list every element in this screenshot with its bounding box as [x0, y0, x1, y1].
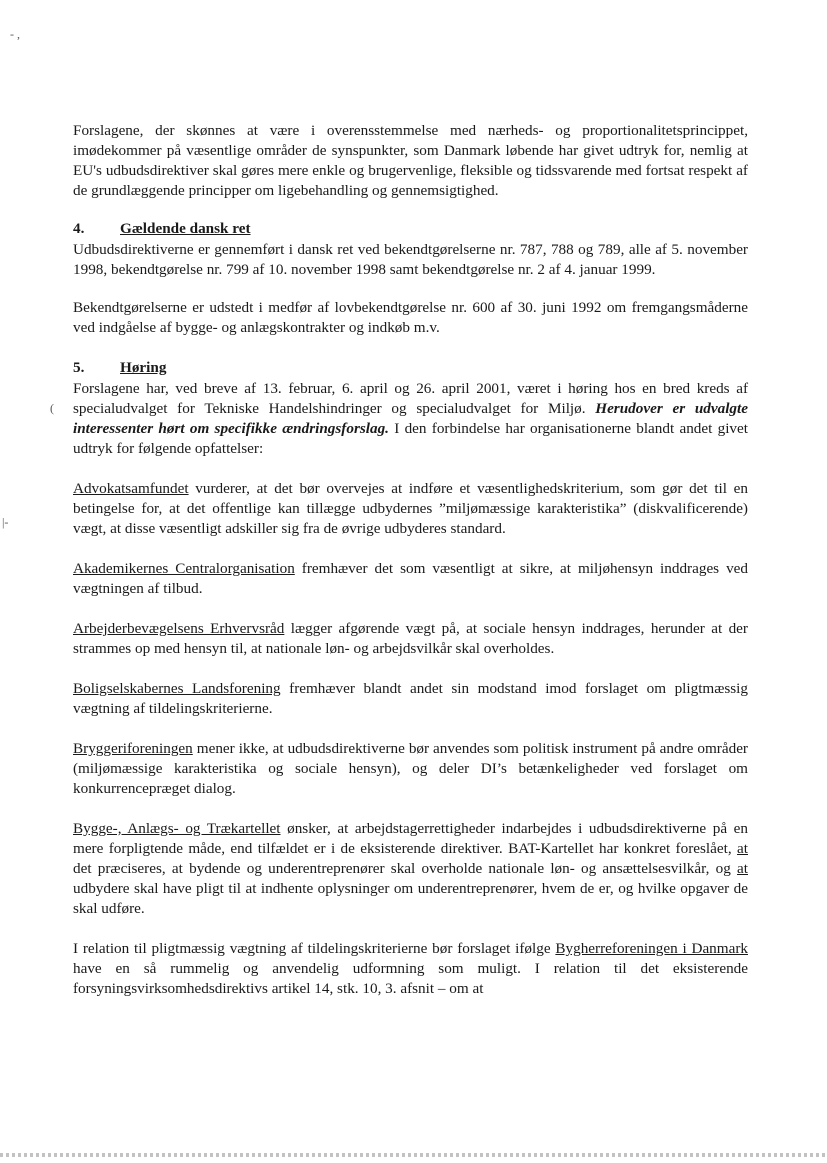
- entry-text: fremhæver det som væsentligt at sikre, at miljøhensyn inddrages ved vægtningen af tilbud.: [73, 560, 749, 597]
- scan-bottom-edge: [0, 1153, 827, 1157]
- entry-text: ønsker, at arbejdstagerrettigheder indarbejdes i udbudsdirektiverne på en mere forpligtende måde, end tilfældet er i de eksisterende direktiver. BAT-Kartellet har konkret foreslået,: [73, 820, 748, 857]
- intro-paragraph: Forslagene, der skønnes at være i overensstemmelse med nærheds- og proportionalitetsprincippet, imødekommer på væsentlige områder de synspunkter, som Danmark løbende har givet udtryk for, nemlig at EU's udbudsdirektiver skal gøres mere enkle og brugervenlige, fleksible og tidssvarende med fortsat respekt af de grundlæggende principper om ligebehandling og gennemsigtighed.: [73, 122, 748, 199]
- hearing-entry: [73, 559, 748, 599]
- scan-mark: |-: [2, 515, 9, 529]
- entry-text: udbydere skal have pligt til at indhente oplysninger om underentreprenører, hvem de er, og hvilke opgaver de skal udføre.: [73, 880, 748, 917]
- hearing-entry-bat: [73, 819, 748, 919]
- organisation-name: Boligselskabernes Landsforening: [73, 680, 281, 697]
- organisation-name: Bryggeriforeningen: [73, 740, 193, 757]
- section-number: 4.: [73, 220, 85, 237]
- entry-text: have en så rummelig og anvendelig udformning som muligt. I relation til det eksisterende forsyningsvirksomhedsdirektivs artikel 14, stk. 10, 3. afsnit – om at: [73, 960, 748, 997]
- section-number: 5.: [73, 359, 85, 376]
- paragraph-text: Forslagene har, ved breve af 13. februar, 6. april og 26. april 2001, været i høring hos en bred kreds af specialudvalget for Tekniske Handelshindringer og specialudvalget for Miljø.: [73, 380, 748, 417]
- section-title: Høring: [120, 359, 167, 376]
- entry-text: lægger afgørende vægt på, at sociale hensyn inddrages, herunder at der strammes op med hensyn til, at nationale løn- og arbejdsvilkår skal overholdes.: [73, 620, 748, 657]
- hearing-entry-last: [73, 939, 748, 999]
- organisation-name: Advokatsamfundet: [73, 480, 189, 497]
- section-5-paragraph-1: [73, 379, 748, 459]
- entry-text: mener ikke, at udbudsdirektiverne bør anvendes som politisk instrument på andre områder (miljømæssige karakteristika og sociale hensyn), og deler DI’s betænkeligheder ved forslaget om konkurrencepræget dialog.: [73, 740, 748, 797]
- section-title: Gældende dansk ret: [120, 220, 251, 237]
- organisation-name: Akademikernes Centralorganisation: [73, 560, 295, 577]
- organisation-name: Bygge-, Anlægs- og Trækartellet: [73, 820, 281, 837]
- organisation-name: Bygherreforeningen i Danmark: [555, 940, 748, 957]
- underlined-word: at: [737, 840, 748, 857]
- entry-text: I relation til pligtmæssig vægtning af tildelingskriterierne bør forslaget ifølge: [73, 940, 556, 957]
- hearing-entry: [73, 739, 748, 799]
- scan-mark: - ,: [10, 27, 20, 41]
- section-4-paragraph-1: Udbudsdirektiverne er gennemført i dansk ret ved bekendtgørelserne nr. 787, 788 og 789, alle af 5. november 1998, bekendtgørelse nr. 799 af 10. november 1998 samt bekendtgørelse nr. 2 af 4. januar 1999.: [73, 241, 748, 278]
- entry-text: det præciseres, at bydende og underentreprenører skal overholde nationale løn- og ansættelsesvilkår, og: [73, 860, 738, 877]
- hearing-entry: [73, 679, 748, 719]
- hearing-entry: [73, 619, 748, 659]
- section-5-heading: [73, 358, 748, 378]
- underlined-word: at: [737, 860, 748, 877]
- paragraph-text: I den forbindelse har organisationerne blandt andet givet udtryk for følgende opfattelser:: [73, 420, 748, 457]
- entry-text: fremhæver blandt andet sin modstand imod forslaget om pligtmæssig vægtning af tildelingskriterierne.: [73, 680, 748, 717]
- document-page: [73, 121, 748, 999]
- scan-mark: (: [50, 401, 54, 415]
- organisation-name: Arbejderbevægelsens Erhvervsråd: [73, 620, 285, 637]
- section-4-paragraph-2: Bekendtgørelserne er udstedt i medfør af lovbekendtgørelse nr. 600 af 30. juni 1992 om fremgangsmåderne ved indgåelse af bygge- og anlægskontrakter og indkøb m.v.: [73, 299, 748, 336]
- section-4-heading: [73, 219, 748, 239]
- hearing-entry: [73, 479, 748, 539]
- entry-text: vurderer, at det bør overvejes at indføre et væsentlighedskriterium, som gør det til en betingelse for, at det offentlige kan tillægge udbydernes ”miljømæssige karakteristika” (diskvalificerende) vægt, at disse væsentligt adskiller sig fra de øvrige udbyderes standard.: [73, 480, 748, 537]
- emphasis-text: Herudover er udvalgte interessenter hørt om specifikke ændringsforslag.: [73, 400, 748, 437]
